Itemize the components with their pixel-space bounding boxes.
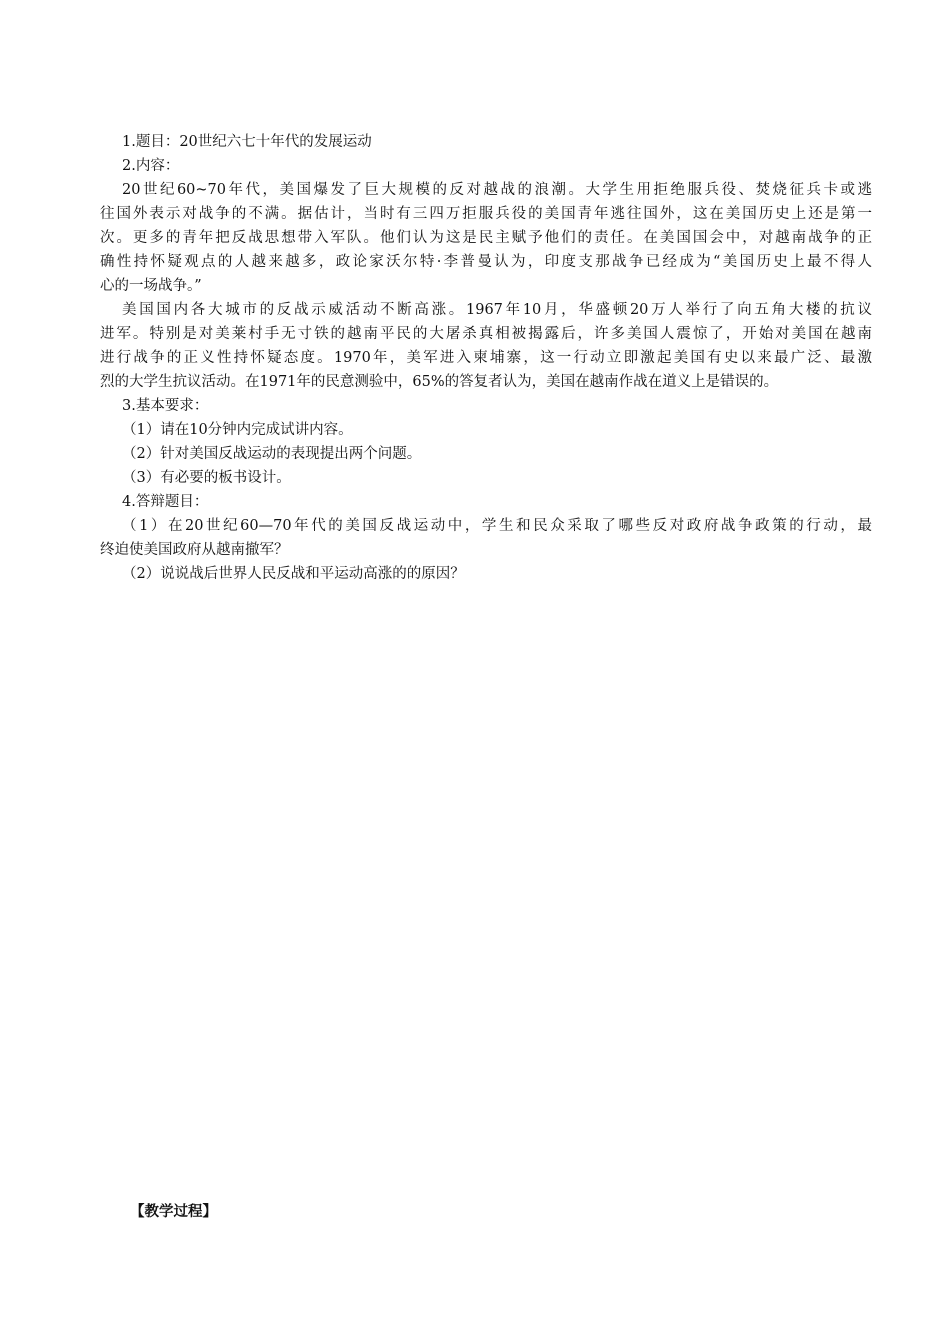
paragraph-line: 20世纪60~70年代，美国爆发了巨大规模的反对越战的浪潮。大学生用拒绝服兵役、焚烧征兵卡或逃 — [122, 182, 872, 198]
content-heading: 2.内容： — [122, 158, 180, 174]
topic-line: 1.题目：20世纪六七十年代的发展运动 — [122, 134, 372, 150]
requirements-heading: 3.基本要求： — [122, 398, 209, 414]
requirement-item: （1）请在10分钟内完成试讲内容。 — [122, 422, 353, 438]
paragraph-line: 进行战争的正义性持怀疑态度。1970年，美军进入柬埔寨，这一行动立即激起美国有史以来最广泛、最激 — [100, 350, 872, 366]
defense-question-2: （2）说说战后世界人民反战和平运动高涨的的原因？ — [122, 566, 465, 582]
paragraph-line: 心的一场战争。” — [100, 278, 202, 294]
requirement-item: （3）有必要的板书设计。 — [122, 470, 291, 486]
paragraph-line: 美国国内各大城市的反战示威活动不断高涨。1967年10月，华盛顿20万人举行了向五角大楼的抗议 — [122, 302, 872, 318]
paragraph-line: （1）在20世纪60—70年代的美国反战运动中，学生和民众采取了哪些反对政府战争政策的行动，最 — [122, 518, 872, 534]
content-paragraph-1 — [100, 178, 872, 298]
defense-question-1 — [100, 514, 872, 562]
paragraph-line: 往国外表示对战争的不满。据估计，当时有三四万拒服兵役的美国青年逃往国外，这在美国历史上还是第一 — [100, 206, 872, 222]
paragraph-line: 确性持怀疑观点的人越来越多，政论家沃尔特·李普曼认为，印度支那战争已经成为“美国历史上最不得人 — [100, 254, 872, 270]
content-paragraph-2 — [100, 298, 872, 394]
paragraph-line: 次。更多的青年把反战思想带入军队。他们认为这是民主赋予他们的责任。在美国国会中，对越南战争的正 — [100, 230, 872, 246]
requirement-item: （2）针对美国反战运动的表现提出两个问题。 — [122, 446, 422, 462]
teaching-process-heading: 【教学过程】 — [130, 1203, 217, 1220]
paragraph-line: 烈的大学生抗议活动。在1971年的民意测验中，65%的答复者认为，美国在越南作战在道义上是错误的。 — [100, 374, 779, 390]
defense-heading: 4.答辩题目： — [122, 494, 209, 510]
paragraph-line: 终迫使美国政府从越南撤军？ — [100, 542, 289, 558]
document-body — [100, 130, 872, 586]
paragraph-line: 进军。特别是对美莱村手无寸铁的越南平民的大屠杀真相被揭露后，许多美国人震惊了，开始对美国在越南 — [100, 326, 872, 342]
